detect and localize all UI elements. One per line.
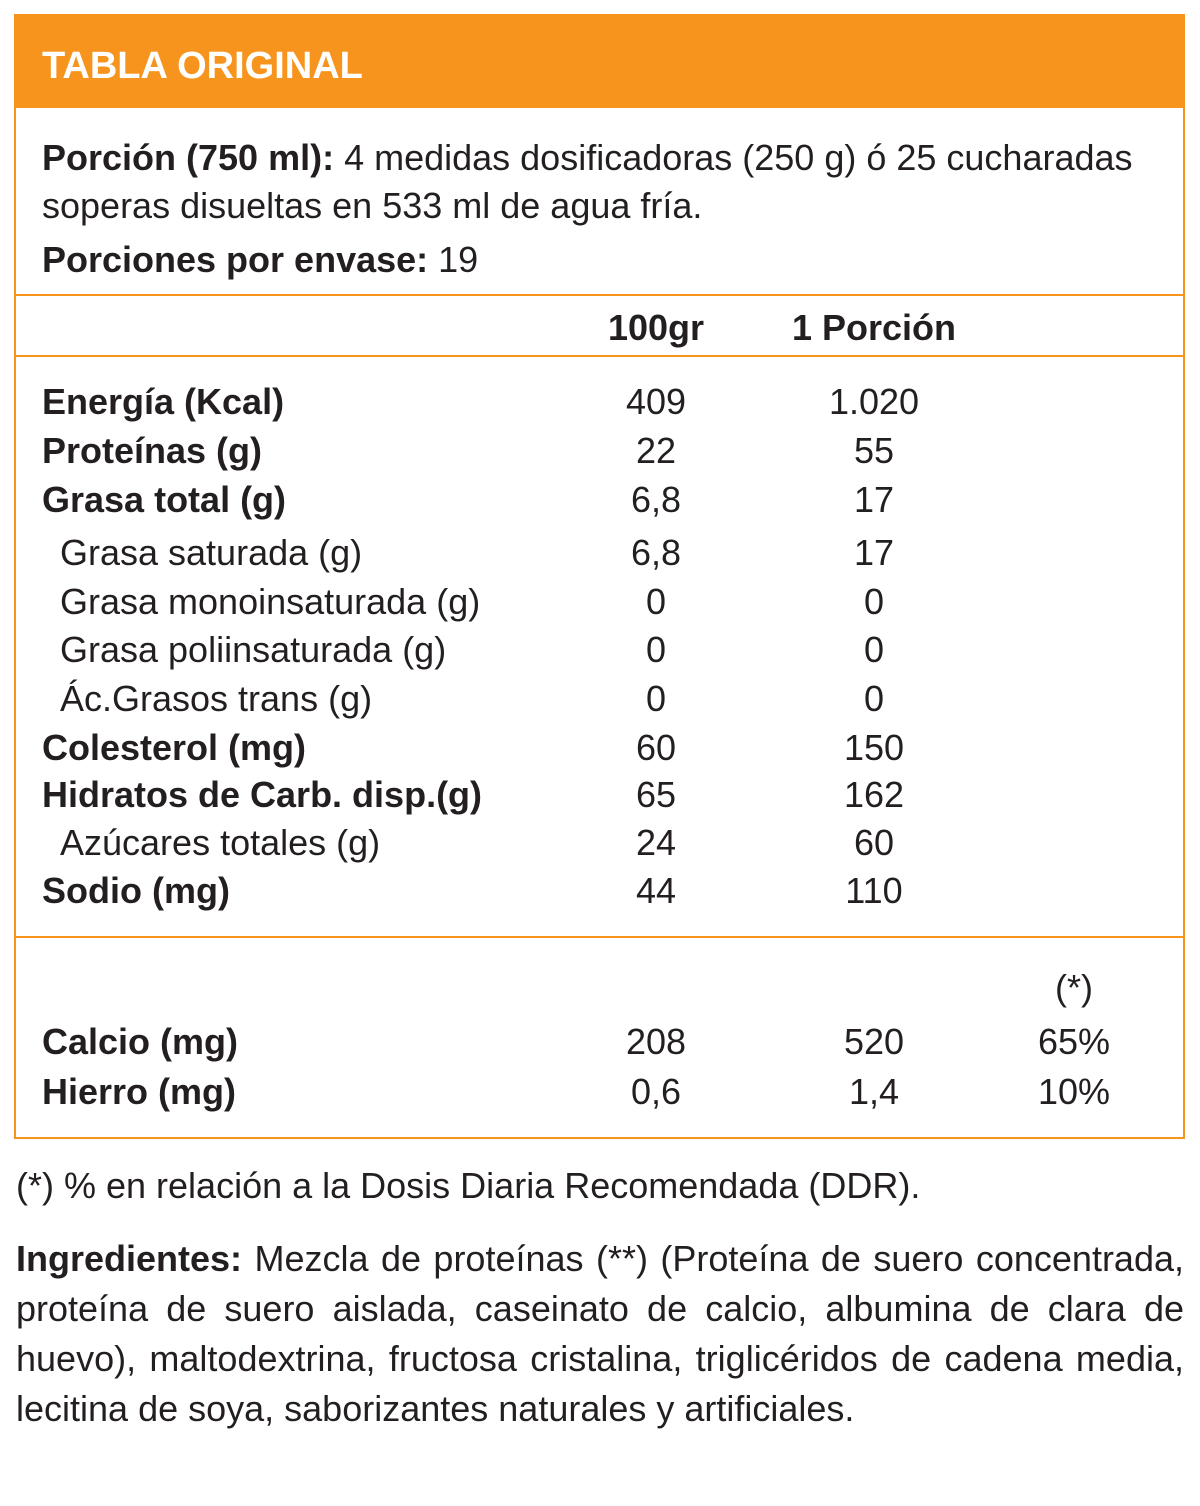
- nutrient-per-serving: 162: [843, 774, 905, 815]
- serving-size: [42, 134, 1172, 230]
- mineral-per-serving: 1,4: [848, 1071, 900, 1112]
- nutrient-name: Sodio (mg): [42, 870, 230, 911]
- nutrient-per-serving: 150: [843, 727, 905, 768]
- nutrient-per-serving: 1.020: [828, 381, 920, 422]
- nutrient-per100: 65: [635, 774, 677, 815]
- ingredients-text: Mezcla de proteínas (**) (Proteína de suero concentrada, proteína de suero aislada, caseinato de calcio, albumina de clara de huevo), maltodextrina, fructosa cristalina, triglicéridos de cadena media, lecitina de soya, saborizantes naturales y artificiales.: [16, 1238, 1184, 1429]
- nutrient-row: [16, 476, 1183, 524]
- nutrient-row: [16, 867, 1183, 915]
- nutrient-per-serving: 0: [863, 678, 885, 719]
- nutrient-name: Grasa total (g): [42, 479, 287, 520]
- nutrient-per-serving: 110: [845, 870, 903, 911]
- ingredients-label: Ingredientes:: [16, 1238, 243, 1279]
- servings-per-container-value: 19: [428, 239, 479, 280]
- servings-per-container: [42, 238, 478, 282]
- nutrition-table: [14, 14, 1185, 1139]
- serving-size-text: 4 medidas dosificadoras (250 g) ó 25 cucharadas soperas disueltas en 533 ml de agua fría.: [42, 137, 1133, 226]
- footnote: (*) % en relación a la Dosis Diaria Recomendada (DDR).: [16, 1165, 921, 1206]
- mineral-per100: 208: [625, 1021, 687, 1062]
- nutrient-name: Colesterol (mg): [42, 727, 307, 768]
- nutrient-row: [16, 626, 1183, 674]
- column-header-100g: 100gr: [607, 307, 705, 348]
- nutrient-per100: 60: [635, 727, 677, 768]
- mineral-name: Calcio (mg): [42, 1021, 239, 1062]
- column-header-serving: 1 Porción: [791, 307, 957, 348]
- mineral-row: [16, 1068, 1183, 1116]
- nutrient-per100: 0: [645, 678, 667, 719]
- mineral-name: Hierro (mg): [42, 1071, 237, 1112]
- nutrient-name: Ác.Grasos trans (g): [60, 678, 373, 719]
- nutrient-row: [16, 427, 1183, 475]
- nutrient-per100: 6,8: [630, 479, 682, 520]
- mineral-per100: 0,6: [630, 1071, 682, 1112]
- nutrient-row: [16, 529, 1183, 577]
- mineral-row: [16, 1018, 1183, 1066]
- nutrient-row: [16, 724, 1183, 772]
- nutrient-per-serving: 17: [853, 479, 895, 520]
- nutrient-name: Grasa poliinsaturada (g): [60, 629, 447, 670]
- nutrient-row: [16, 819, 1183, 867]
- nutrient-row: [16, 578, 1183, 626]
- nutrient-row: [16, 378, 1183, 426]
- nutrient-per-serving: 0: [863, 581, 885, 622]
- nutrient-name: Grasa saturada (g): [60, 532, 363, 573]
- nutrient-per-serving: 60: [853, 822, 895, 863]
- nutrient-per100: 22: [635, 430, 677, 471]
- nutrient-name: Azúcares totales (g): [60, 822, 381, 863]
- nutrient-per100: 24: [635, 822, 677, 863]
- mineral-daily-value: 65%: [1037, 1021, 1111, 1062]
- nutrient-per100: 6,8: [630, 532, 682, 573]
- nutrient-per-serving: 0: [863, 629, 885, 670]
- servings-per-container-label: Porciones por envase:: [42, 239, 429, 280]
- nutrient-per-serving: 17: [853, 532, 895, 573]
- mineral-per-serving: 520: [843, 1021, 905, 1062]
- nutrient-per100: 0: [645, 629, 667, 670]
- daily-value-header: (*): [1055, 967, 1093, 1008]
- nutrient-row: [16, 771, 1183, 819]
- serving-size-label: Porción (750 ml):: [42, 137, 335, 178]
- nutrient-row: [16, 675, 1183, 723]
- nutrient-name: Hidratos de Carb. disp.(g): [42, 774, 483, 815]
- title-bar: [16, 16, 1183, 108]
- nutrient-per100: 0: [645, 581, 667, 622]
- nutrient-name: Proteínas (g): [42, 430, 263, 471]
- table-title: TABLA ORIGINAL: [42, 45, 363, 87]
- divider: [16, 936, 1183, 938]
- nutrient-per100: 44: [635, 870, 677, 911]
- nutrient-name: Energía (Kcal): [42, 381, 285, 422]
- divider: [16, 355, 1183, 357]
- ingredients: [16, 1234, 1184, 1434]
- nutrient-per100: 409: [625, 381, 687, 422]
- nutrient-per-serving: 55: [853, 430, 895, 471]
- mineral-daily-value: 10%: [1037, 1071, 1111, 1112]
- divider: [16, 294, 1183, 296]
- nutrient-name: Grasa monoinsaturada (g): [60, 581, 481, 622]
